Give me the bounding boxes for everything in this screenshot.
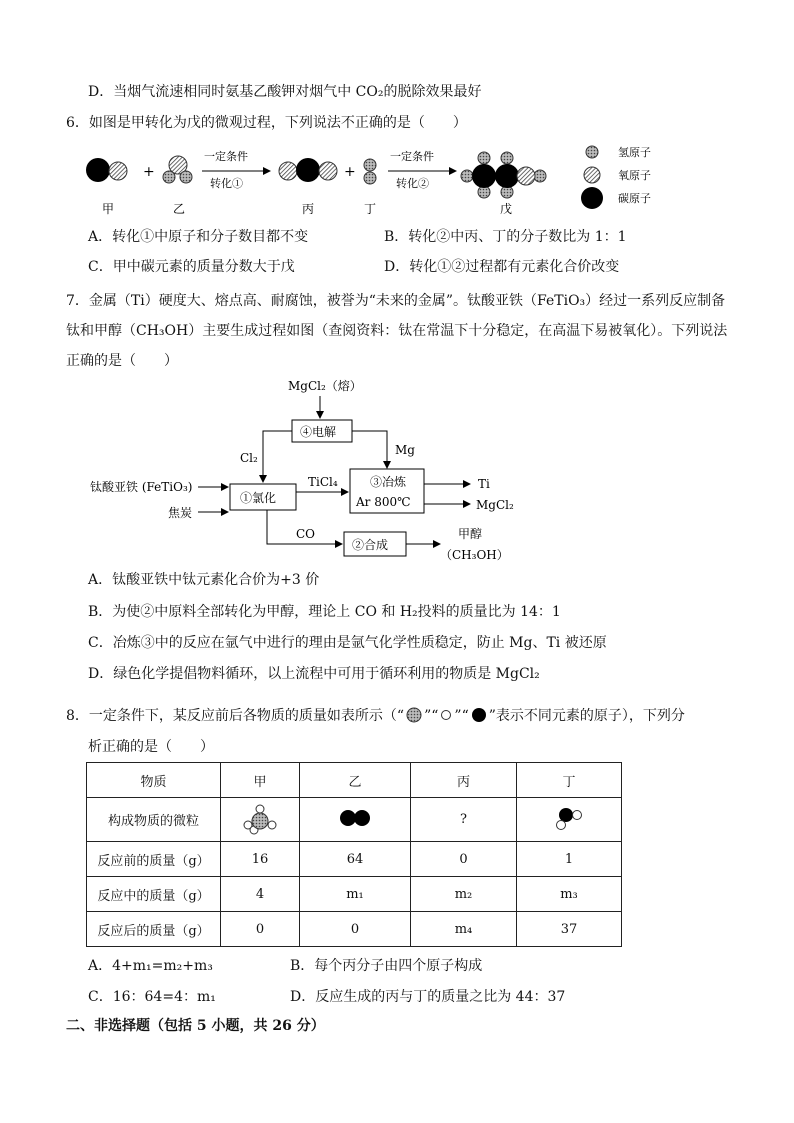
q7-flow-diagram [80, 372, 540, 572]
q7-stem-line2: 钛和甲醇（CH₃OH）主要生成过程如图（查阅资料：钛在常温下十分稳定，在高温下易被氧化）。下列说法 [66, 323, 728, 339]
label-bing: 丙 [302, 202, 315, 216]
label-ding: 丁 [364, 202, 377, 216]
q8-option-d: D．反应生成的丙与丁的质量之比为 44：37 [290, 989, 566, 1005]
co-label: CO [296, 527, 316, 541]
methanol-formula: （CH₃OH） [440, 548, 509, 562]
q7-option-a: A．钛酸亚铁中钛元素化合价为+3 价 [88, 572, 320, 588]
q8-mass-table [86, 762, 622, 947]
ding-hydrogen-atom-1 [364, 159, 376, 171]
condition-label-2: 一定条件 [390, 150, 434, 163]
q8-option-c: C．16：64=4：m₁ [88, 989, 216, 1005]
q8-option-b: B．每个丙分子由四个原子构成 [290, 958, 483, 974]
yi-particle-icon [300, 798, 411, 842]
q7-option-c: C．冶炼③中的反应在氩气中进行的理由是氩气化学性质稳定，防止 Mg、Ti 被还原 [88, 635, 607, 651]
table-row: 反应后的质量（g） 0 0 m₄ 37 [87, 912, 622, 947]
feedstock-label: 钛酸亚铁 (FeTiO₃) [90, 480, 193, 494]
ding-particle-icon [517, 798, 622, 842]
wu-hydrogen-atom-2 [501, 152, 513, 164]
coke-label: 焦炭 [168, 506, 193, 520]
synthesis-label: ②合成 [352, 538, 389, 552]
q7-stem-line3: 正确的是（ ） [66, 353, 178, 369]
ti-product: Ti [478, 477, 490, 491]
cl2-label: Cl₂ [240, 451, 258, 465]
smelting-label: ③冶炼 [370, 475, 407, 489]
legend-carbon: 碳原子 [618, 192, 651, 205]
q6-option-c: C．甲中碳元素的质量分数大于戊 [88, 259, 295, 275]
methanol-label: 甲醇 [458, 527, 483, 541]
bing-oxygen-atom-2 [319, 162, 337, 180]
wu-hydrogen-atom-1 [478, 152, 490, 164]
step-label-2: 转化② [396, 177, 429, 190]
black-atom-icon [469, 707, 489, 723]
step-label-1: 转化① [210, 177, 243, 190]
legend-oxygen-icon [584, 167, 600, 183]
q6-option-a: A．转化①中原子和分子数目都不变 [88, 229, 309, 245]
ticl4-label: TiCl₄ [308, 475, 338, 489]
jia-carbon-atom [86, 158, 110, 182]
condition-label-1: 一定条件 [204, 150, 248, 163]
q8-stem-line1: 8．一定条件下，某反应前后各物质的质量如表所示（“ ”“ ”“ ”表示不同元素的原子），下列分 [66, 708, 685, 724]
label-yi: 乙 [173, 202, 186, 216]
label-wu: 戊 [500, 202, 513, 216]
q7-stem-line1: 7．金属（Ti）硬度大、熔点高、耐腐蚀，被誉为“未来的金属”。钛酸亚铁（FeTiO₃）经过一系列反应制备 [66, 293, 726, 309]
label-jia: 甲 [102, 202, 115, 216]
q8-option-a: A．4+m₁=m₂+m₃ [88, 958, 213, 974]
wu-hydrogen-atom-4 [534, 170, 546, 182]
q5-option-d: D．当烟气流速相同时氨基乙酸钾对烟气中 CO₂的脱除效果最好 [88, 84, 482, 100]
legend-hydrogen-icon [586, 146, 598, 158]
bing-oxygen-atom-1 [279, 162, 297, 180]
table-row-particles: 构成物质的微粒 ? [87, 798, 622, 842]
plus-sign-2: + [344, 164, 356, 180]
q8-stem-line2: 析正确的是（ ） [88, 739, 214, 755]
bing-carbon-atom [296, 158, 320, 182]
electrolysis-label: ④电解 [300, 425, 337, 439]
mg-label: Mg [395, 443, 415, 457]
table-row: 反应中的质量（g） 4 m₁ m₂ m₃ [87, 877, 622, 912]
mgcl2-molten-label: MgCl₂（熔） [288, 379, 362, 393]
legend-hydrogen: 氢原子 [618, 146, 651, 159]
jia-particle-icon [221, 798, 300, 842]
mgcl2-product: MgCl₂ [476, 498, 514, 512]
bing-unknown-particle: ? [411, 798, 517, 842]
smelting-condition: Ar 800℃ [356, 495, 411, 509]
jia-oxygen-atom [109, 162, 127, 180]
q7-option-d: D．绿色化学提倡物料循环，以上流程中可用于循环利用的物质是 MgCl₂ [88, 666, 540, 682]
q6-option-b: B．转化②中丙、丁的分子数比为 1：1 [384, 229, 627, 245]
table-header-row: 物质 甲 乙 丙 丁 [87, 763, 622, 798]
wu-carbon-atom-2 [495, 164, 519, 188]
white-atom-icon [438, 707, 454, 723]
wu-hydrogen-atom-3 [461, 170, 473, 182]
legend-oxygen: 氧原子 [618, 169, 651, 182]
q6-stem: 6．如图是甲转化为戊的微观过程，下列说法不正确的是（ ） [66, 115, 467, 131]
section-2-heading: 二、非选择题（包括 5 小题，共 26 分） [66, 1018, 325, 1034]
q6-molecule-diagram [80, 140, 680, 220]
q7-option-b: B．为使②中原料全部转化为甲醇，理论上 CO 和 H₂投料的质量比为 14：1 [88, 604, 561, 620]
ding-hydrogen-atom-2 [364, 172, 376, 184]
legend-carbon-icon [581, 187, 603, 209]
wu-carbon-atom-1 [472, 164, 496, 188]
plus-sign-1: + [143, 164, 155, 180]
chlorination-label: ①氯化 [240, 491, 277, 505]
yi-hydrogen-atom-1 [163, 171, 175, 183]
hatched-atom-icon [404, 707, 424, 723]
wu-oxygen-atom [517, 167, 535, 185]
q6-option-d: D．转化①②过程都有元素化合价改变 [384, 259, 620, 275]
table-row: 反应前的质量（g） 16 64 0 1 [87, 842, 622, 877]
yi-hydrogen-atom-2 [180, 171, 192, 183]
